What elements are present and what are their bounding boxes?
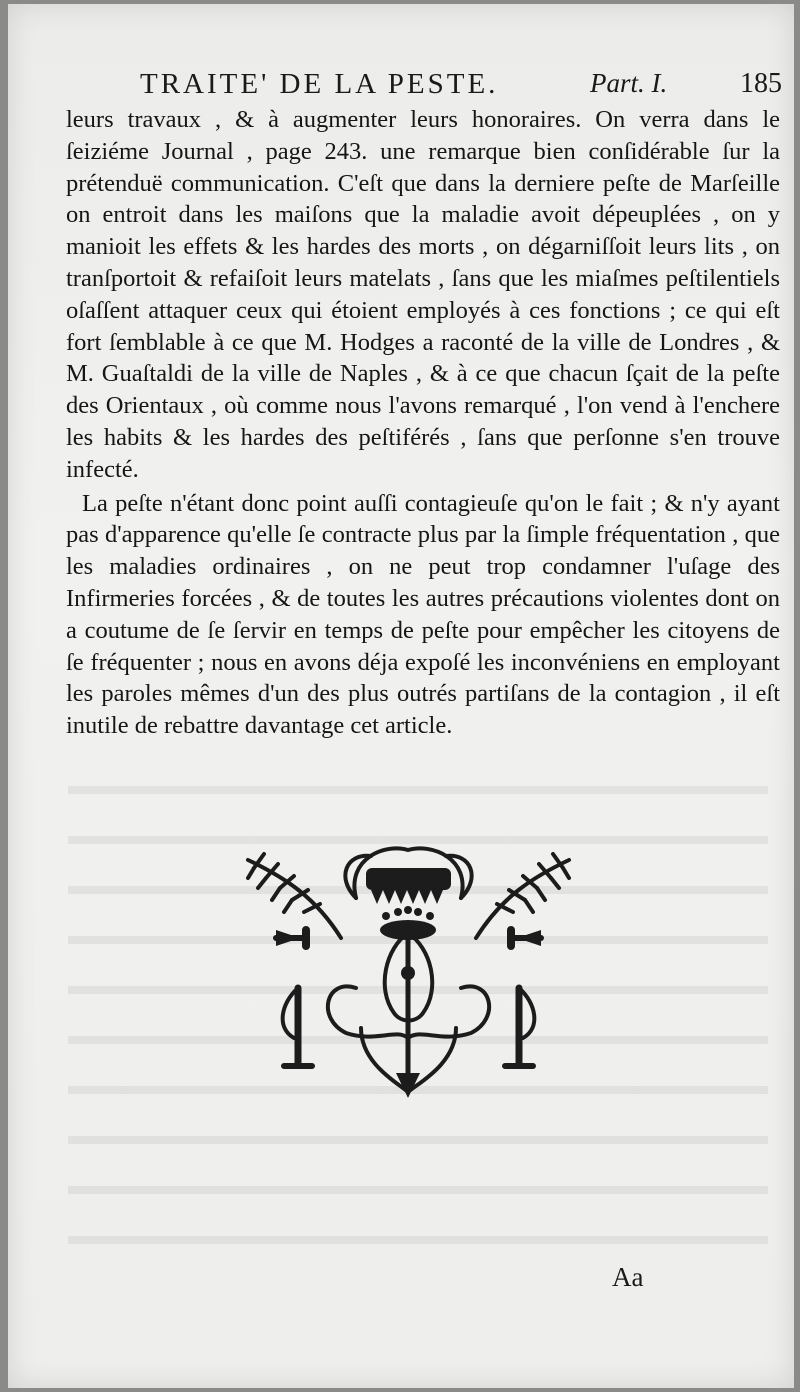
running-header <box>128 64 788 106</box>
running-title: TRAITE' DE LA PESTE. <box>140 68 499 100</box>
part-label: Part. I. <box>590 68 668 98</box>
paragraph-2: La peſte n'étant donc point auſſi contagieuſe qu'on le fait ; & n'y ayant pas d'apparence qu'elle ſe contracte plus par la ſimple fréquentation , que les maladies ordinaires , on ne peut trop condamner l'uſage des Infirmeries forcées , & de toutes les autres précautions violentes dont on a coutume de ſe ſervir en temps de peſte pour empêcher les citoyens de ſe fréquenter ; nous en avons déja expoſé les inconvéniens en employant les paroles mêmes d'un des plus outrés partiſans de la contagion , il eſt inutile de rebattre davantage cet article. <box>66 489 780 740</box>
paragraph-1: leurs travaux , & à augmenter leurs honoraires. On verra dans le ſeiziéme Journal , page 243. une remarque bien conſidérable ſur la prétenduë communication. C'eſt que dans la derniere peſte de Marſeille on entroit dans les maiſons que la maladie avoit dépeuplées , on y manioit les effets & les hardes des morts , on dégarniſſoit leurs lits , on tranſportoit & refaiſoit leurs matelats , ſans que les miaſmes peſtilentiels oſaſſent attaquer ceux qui étoient employés à ces fonctions ; ce qui eſt fort ſemblable à ce que M. Hodges a raconté de la ville de Londres , & M. Guaſtaldi de la ville de Naples , & à ce que chacun ſçait de la peſte des Orientaux , où comme nous l'avons remarqué , l'on vend à l'enchere les habits & les hardes des peſtiférés , ſans que perſonne s'en trouve infecté. <box>66 106 780 483</box>
main-text <box>66 104 780 742</box>
book-page <box>8 4 794 1388</box>
catchword: Aa <box>612 1262 644 1292</box>
page-number: 185 <box>740 68 782 99</box>
fleuron-ornament-icon <box>236 838 581 1100</box>
